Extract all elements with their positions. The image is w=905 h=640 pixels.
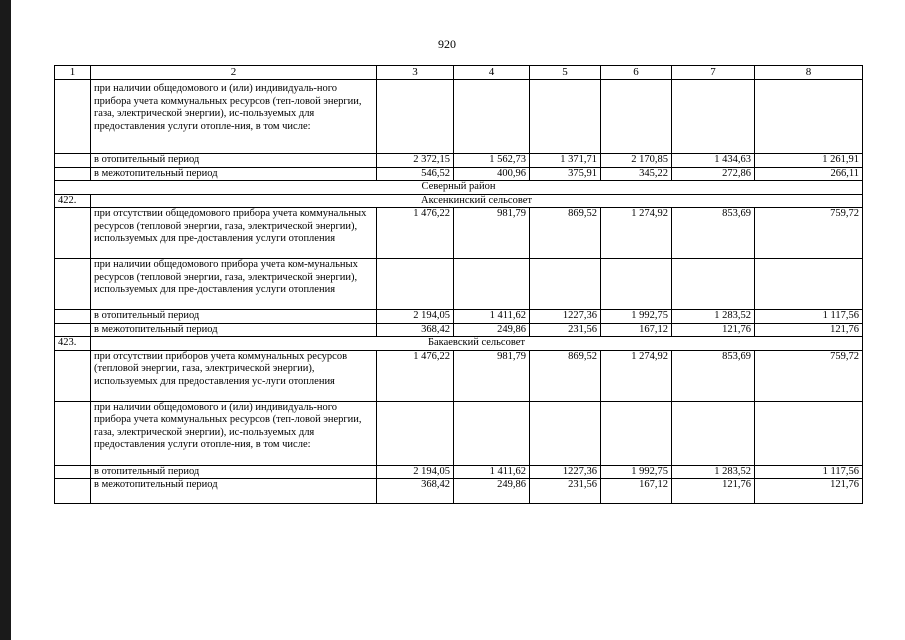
value-cell: 1 274,92 <box>601 350 672 401</box>
table-row <box>55 208 863 259</box>
value-cell: 2 194,05 <box>377 310 454 324</box>
value-cell: 2 194,05 <box>377 465 454 479</box>
value-cell: 249,86 <box>454 479 530 504</box>
num-cell <box>55 80 91 154</box>
description-cell: при отсутствии общедомового прибора учета коммунальных ресурсов (тепловой энергии, газа, электрической энергии), используемых для пре-доставления услуги отопления <box>91 208 377 259</box>
value-cell: 368,42 <box>377 479 454 504</box>
value-cell: 1 117,56 <box>755 465 863 479</box>
scan-edge-bar <box>0 0 11 640</box>
page-number: 920 <box>438 37 456 51</box>
value-cell: 1 562,73 <box>454 154 530 168</box>
value-cell: 1 117,56 <box>755 310 863 324</box>
value-cell: 167,12 <box>601 323 672 337</box>
description-cell: в отопительный период <box>91 310 377 324</box>
num-cell <box>55 323 91 337</box>
district-row <box>55 181 863 195</box>
value-cell: 1 992,75 <box>601 465 672 479</box>
table-row <box>55 80 863 154</box>
value-cell: 1 476,22 <box>377 350 454 401</box>
district-heading: Северный район <box>55 181 863 195</box>
value-cell: 1 411,62 <box>454 465 530 479</box>
table-row <box>55 465 863 479</box>
value-cell: 231,56 <box>530 323 601 337</box>
value-cell: 121,76 <box>755 479 863 504</box>
value-cell: 2 372,15 <box>377 154 454 168</box>
settlement-row <box>55 337 863 351</box>
description-cell: при отсутствии приборов учета коммунальных ресурсов (тепловой энергии, газа, электрической энергии), используемых для предоставления ус-луги отопления <box>91 350 377 401</box>
value-cell: 1 434,63 <box>672 154 755 168</box>
value-cell: 1 476,22 <box>377 208 454 259</box>
num-cell <box>55 259 91 310</box>
value-cell: 1 992,75 <box>601 310 672 324</box>
value-cell: 121,76 <box>672 479 755 504</box>
value-cell: 400,96 <box>454 167 530 181</box>
value-cell: 121,76 <box>672 323 755 337</box>
num-cell <box>55 401 91 465</box>
table-row <box>55 401 863 465</box>
table-row <box>55 479 863 504</box>
value-cell: 1 261,91 <box>755 154 863 168</box>
settlement-name: Аксенкинский сельсовет <box>91 194 863 208</box>
table-row <box>55 350 863 401</box>
settlement-name: Бакаевский сельсовет <box>91 337 863 351</box>
num-cell <box>55 208 91 259</box>
description-cell: при наличии общедомового прибора учета ком-мунальных ресурсов (тепловой энергии, газа, электрической энергии), используемых для пре-доставления услуги отопления <box>91 259 377 310</box>
value-cell: 759,72 <box>755 208 863 259</box>
column-header: 1 <box>55 66 91 80</box>
value-cell: 869,52 <box>530 208 601 259</box>
table-row <box>55 167 863 181</box>
value-cell: 546,52 <box>377 167 454 181</box>
column-header: 2 <box>91 66 377 80</box>
value-cell: 345,22 <box>601 167 672 181</box>
description-cell: при наличии общедомового и (или) индивидуаль-ного прибора учета коммунальных ресурсов (теп-ловой энергии, газа, электрической энергии), ис-пользуемых для предоставления услуги отопле-ния, в том числе: <box>91 80 377 154</box>
value-cell: 1 283,52 <box>672 465 755 479</box>
column-header: 4 <box>454 66 530 80</box>
value-cell: 249,86 <box>454 323 530 337</box>
description-cell: в межотопительный период <box>91 323 377 337</box>
value-cell: 1 274,92 <box>601 208 672 259</box>
value-cell: 853,69 <box>672 208 755 259</box>
description-cell: в отопительный период <box>91 154 377 168</box>
num-cell <box>55 310 91 324</box>
column-header: 6 <box>601 66 672 80</box>
table-row <box>55 310 863 324</box>
description-cell: в межотопительный период <box>91 167 377 181</box>
table-row <box>55 154 863 168</box>
value-cell: 1 371,71 <box>530 154 601 168</box>
value-cell: 1 411,62 <box>454 310 530 324</box>
value-cell: 375,91 <box>530 167 601 181</box>
value-cell: 368,42 <box>377 323 454 337</box>
value-cell: 869,52 <box>530 350 601 401</box>
num-cell <box>55 465 91 479</box>
column-header: 8 <box>755 66 863 80</box>
num-cell <box>55 350 91 401</box>
tariff-table <box>54 65 863 504</box>
value-cell: 266,11 <box>755 167 863 181</box>
column-header: 7 <box>672 66 755 80</box>
description-cell: при наличии общедомового и (или) индивидуаль-ного прибора учета коммунальных ресурсов (теп-ловой энергии, газа, электрической энергии), ис-пользуемых для предоставления услуги отопле-ния, в том числе: <box>91 401 377 465</box>
value-cell: 121,76 <box>755 323 863 337</box>
value-cell: 1 283,52 <box>672 310 755 324</box>
column-header: 5 <box>530 66 601 80</box>
value-cell: 981,79 <box>454 208 530 259</box>
value-cell: 981,79 <box>454 350 530 401</box>
num-cell <box>55 154 91 168</box>
table-row <box>55 323 863 337</box>
entry-number: 422. <box>55 194 91 208</box>
value-cell: 231,56 <box>530 479 601 504</box>
settlement-row <box>55 194 863 208</box>
description-cell: в отопительный период <box>91 465 377 479</box>
num-cell <box>55 479 91 504</box>
value-cell: 272,86 <box>672 167 755 181</box>
column-header: 3 <box>377 66 454 80</box>
value-cell: 1227,36 <box>530 310 601 324</box>
value-cell: 853,69 <box>672 350 755 401</box>
value-cell: 1227,36 <box>530 465 601 479</box>
table-row <box>55 259 863 310</box>
column-header-row <box>55 66 863 80</box>
value-cell: 167,12 <box>601 479 672 504</box>
value-cell: 2 170,85 <box>601 154 672 168</box>
num-cell <box>55 167 91 181</box>
value-cell: 759,72 <box>755 350 863 401</box>
entry-number: 423. <box>55 337 91 351</box>
description-cell: в межотопительный период <box>91 479 377 504</box>
